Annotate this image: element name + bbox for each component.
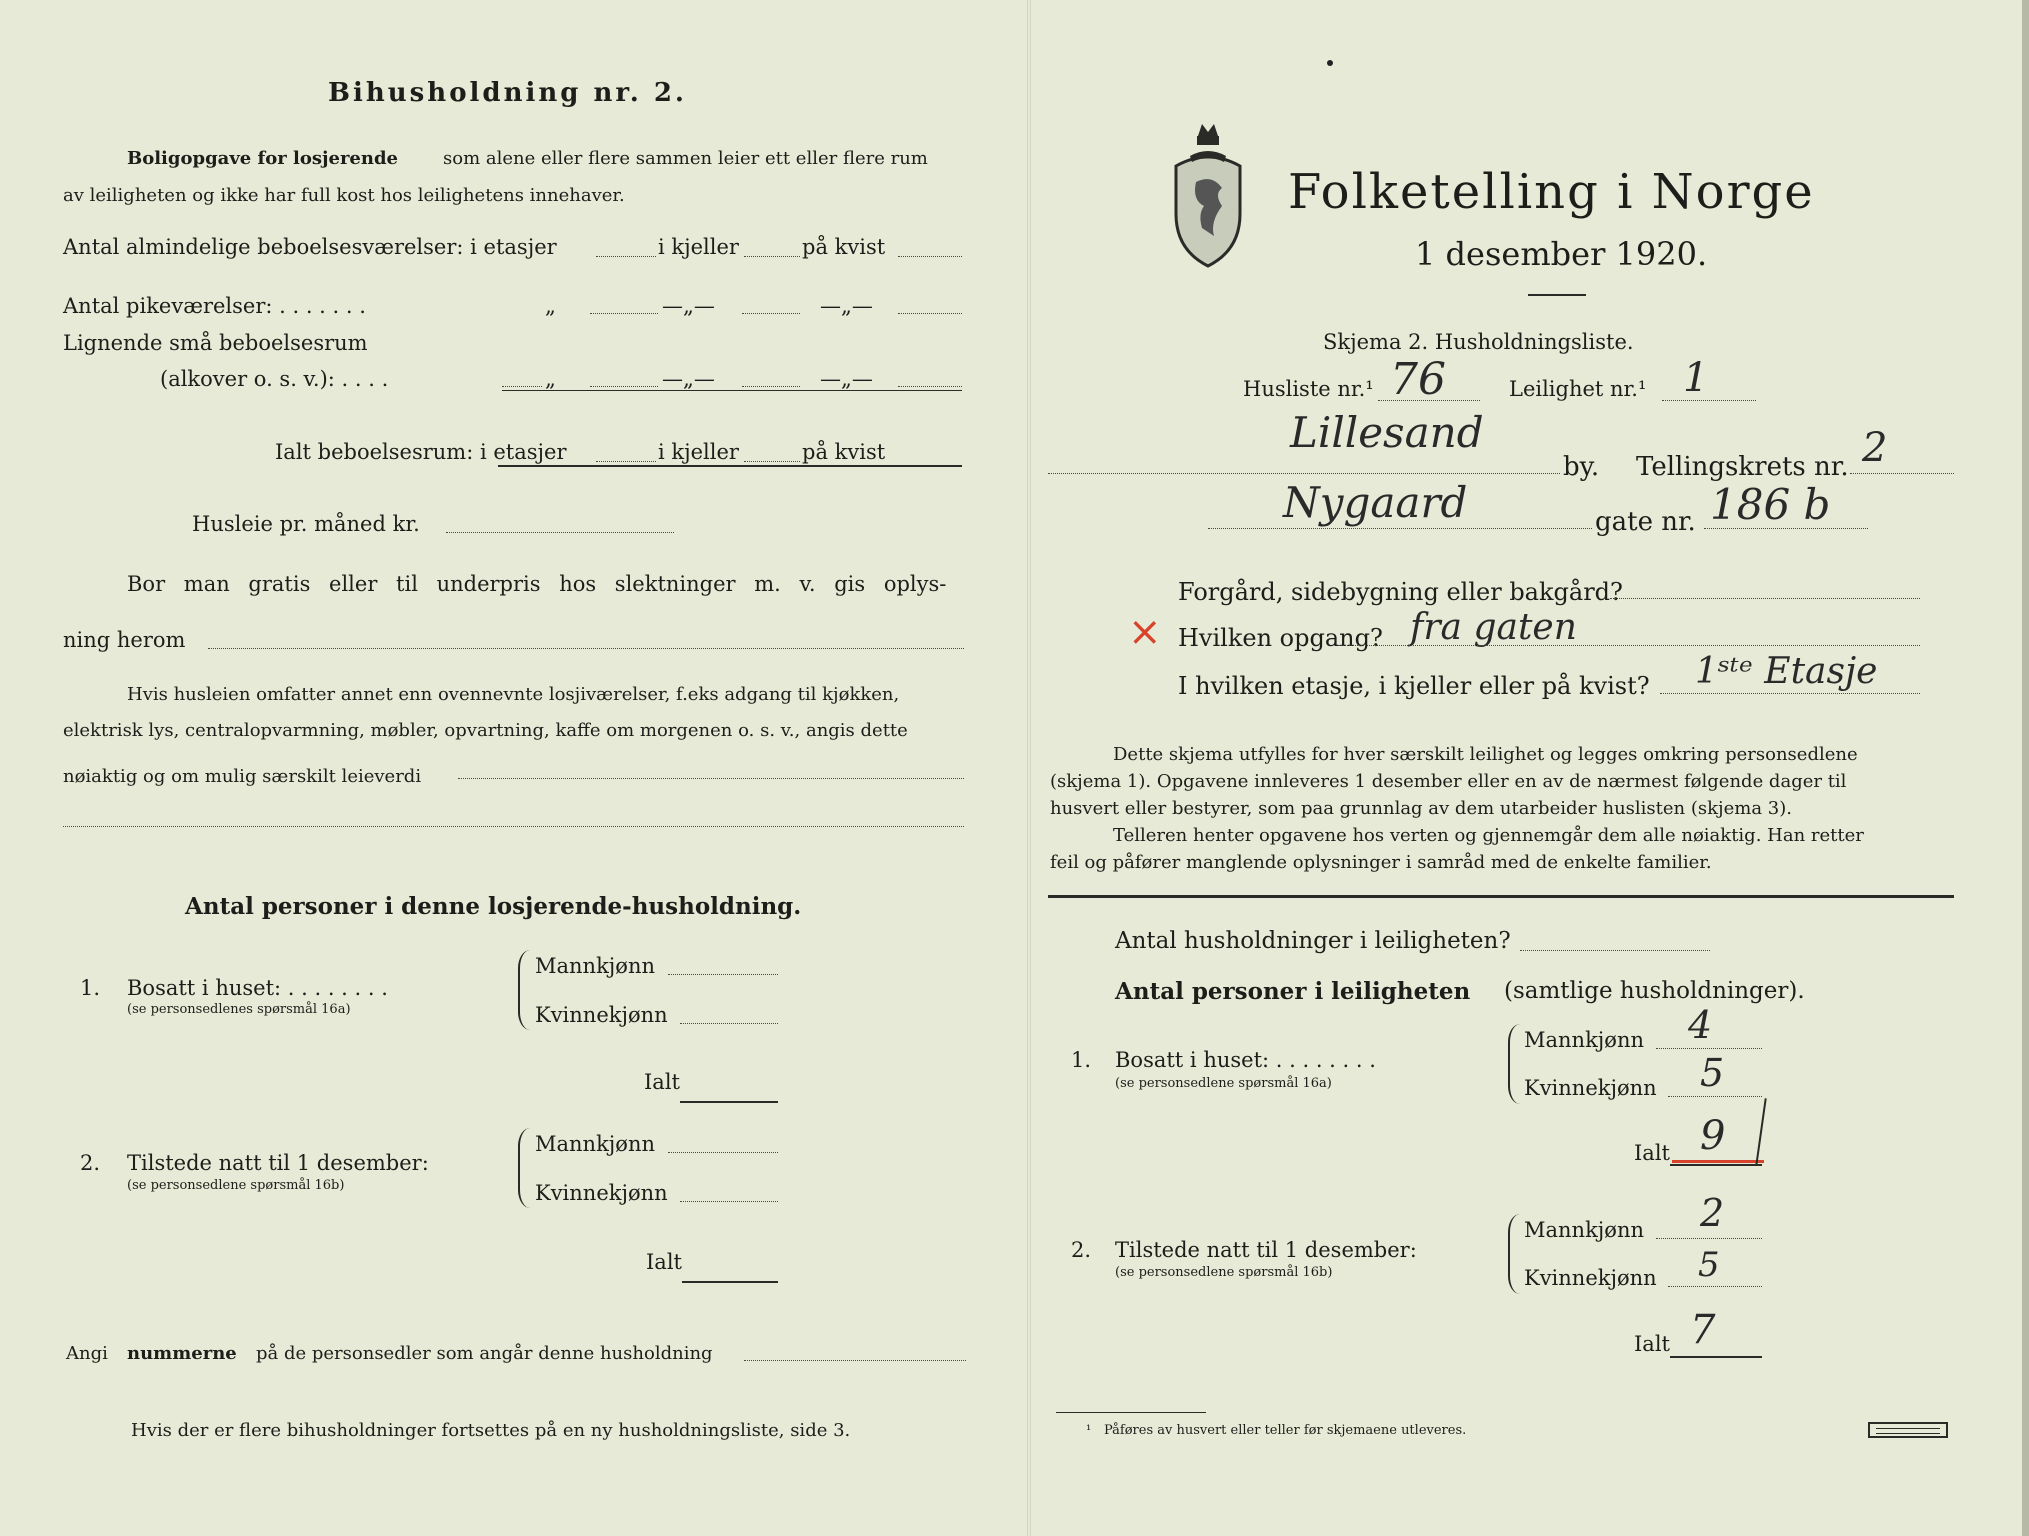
left-q1-mann-label: Mannkjønn: [535, 954, 656, 978]
right-q1-mann-value: 4: [1688, 1003, 1713, 1047]
alkover-ditto-3: —„—: [820, 367, 873, 391]
ialt-kjeller-line: [744, 461, 800, 462]
hvis-line2: elektrisk lys, centralopvarmning, møbler, opvartning, kaffe om morgenen o. s. v., angis dette: [63, 720, 908, 741]
left-q2-kvinne-line: [680, 1201, 778, 1202]
left-q1-mann-line: [668, 974, 778, 975]
ialt-rooms-rule: [498, 465, 962, 467]
rooms-kjeller-line: [744, 256, 800, 257]
husliste-value: 76: [1390, 354, 1446, 405]
etasje-value: 1ˢᵗᵉ Etasje: [1695, 651, 1878, 692]
pike-ditto-2: —„—: [662, 294, 715, 318]
by-line: [1048, 473, 1560, 474]
intro-rest: som alene eller flere sammen leier ett eller flere rum: [443, 148, 928, 169]
alkover-line-1: [590, 386, 658, 387]
right-q1-kvinne-value: 5: [1700, 1051, 1725, 1095]
intro-bold: Boligopgave for losjerende: [127, 148, 399, 169]
by-label: by.: [1563, 452, 1600, 482]
right-q1-mann-line: [1656, 1048, 1762, 1049]
right-q2-sub: (se personsedlene spørsmål 16b): [1115, 1265, 1333, 1280]
check-stroke: [1755, 1098, 1766, 1166]
footnote-mark: ¹: [1086, 1423, 1092, 1438]
alkover-rule: [502, 390, 962, 391]
bor-line1: Bor man gratis eller til underpris hos slektninger m. v. gis oplys-: [127, 572, 947, 596]
right-q2-brace: [1508, 1214, 1520, 1294]
ialt-kvist-label: på kvist: [802, 440, 886, 464]
tellingskrets-label: Tellingskrets nr.: [1636, 452, 1849, 482]
footnote: Påføres av husvert eller teller før skjemaene utleveres.: [1104, 1423, 1467, 1438]
husliste-label: Husliste nr.¹: [1243, 377, 1374, 401]
left-q2-sub: (se personsedlene spørsmål 16b): [127, 1178, 345, 1193]
right-q2-num: 2.: [1071, 1238, 1092, 1262]
alkover-ditto-1: „: [545, 367, 556, 391]
right-q2-label: Tilstede natt til 1 desember:: [1115, 1238, 1417, 1262]
hvis-line-b: [63, 826, 964, 827]
bor-line: [208, 648, 964, 649]
alkover-label: (alkover o. s. v.): . . . .: [160, 367, 389, 391]
leilighet-label: Leilighet nr.¹: [1509, 377, 1647, 401]
left-q2-kvinne-label: Kvinnekjønn: [535, 1181, 668, 1205]
right-title: Folketelling i Norge: [1288, 164, 1815, 220]
left-q1-num: 1.: [80, 976, 101, 1000]
right-q1-ialt-line: [1670, 1164, 1762, 1166]
right-q1-ialt-value: 9: [1700, 1113, 1726, 1159]
pike-ditto-1: „: [545, 294, 556, 318]
right-q1-kvinne-line: [1668, 1096, 1762, 1097]
right-q1-ialt-label: Ialt: [1634, 1141, 1670, 1165]
forgard-line: [1610, 598, 1920, 599]
antal-hush-line: [1520, 950, 1710, 951]
footnote-rule: [1056, 1412, 1206, 1413]
leilighet-line: [1662, 400, 1756, 401]
husliste-line: [1378, 400, 1480, 401]
left-q1-ialt-label: Ialt: [644, 1070, 680, 1094]
ink-dot: [1327, 60, 1333, 66]
lign-label: Lignende små beboelsesrum: [63, 331, 368, 355]
left-q1-kvinne-label: Kvinnekjønn: [535, 1003, 668, 1027]
gate-label: gate nr.: [1595, 507, 1696, 537]
center-fold: [1027, 0, 1031, 1536]
hvis-line-a: [458, 778, 964, 779]
left-q1-brace: [518, 950, 530, 1030]
rooms-label: Antal almindelige beboelsesværelser: i etasjer: [63, 235, 557, 259]
right-q2-mann-value: 2: [1700, 1191, 1725, 1235]
alkover-line-2: [742, 386, 800, 387]
right-q2-kvinne-label: Kvinnekjønn: [1524, 1266, 1657, 1290]
instr-5: feil og påfører manglende oplysninger i samråd med de enkelte familier.: [1050, 852, 1712, 873]
by-value: Lillesand: [1290, 408, 1484, 457]
opgang-line: [1338, 645, 1920, 646]
right-q2-ialt-label: Ialt: [1634, 1332, 1670, 1356]
left-q1-ialt-line: [680, 1101, 778, 1103]
schema-label: Skjema 2. Husholdningsliste.: [1323, 330, 1634, 354]
angi-bold: nummerne: [127, 1343, 237, 1364]
gate-nr-value: 186 b: [1710, 480, 1831, 529]
ialt-kjeller-label: i kjeller: [658, 440, 739, 464]
husleie-line: [446, 532, 674, 533]
alkover-line-0: [502, 386, 542, 387]
ialt-rooms-label: Ialt beboelsesrum: i etasjer: [275, 440, 567, 464]
instr-1: Dette skjema utfylles for hver særskilt leilighet og legges omkring personsedlene: [1113, 744, 1858, 765]
right-q2-ialt-value: 7: [1690, 1307, 1716, 1353]
right-q1-label: Bosatt i huset: . . . . . . . .: [1115, 1048, 1376, 1072]
printer-stamp: [1868, 1422, 1948, 1438]
left-q2-ialt-label: Ialt: [646, 1250, 682, 1274]
right-q2-kvinne-value: 5: [1698, 1245, 1720, 1285]
red-underline: [1672, 1160, 1764, 1163]
pike-line-2: [742, 313, 800, 314]
left-q1-label: Bosatt i huset: . . . . . . . .: [127, 976, 388, 1000]
title-rule: [1528, 294, 1586, 296]
opgang-value: fra gaten: [1410, 607, 1577, 648]
left-q1-kvinne-line: [680, 1023, 778, 1024]
bor-line2: ning herom: [63, 628, 186, 652]
rooms-kjeller-label: i kjeller: [658, 235, 739, 259]
pike-label: Antal pikeværelser: . . . . . . .: [63, 294, 366, 318]
instr-3: husvert eller bestyrer, som paa grunnlag av dem utarbeider huslisten (skjema 3).: [1050, 798, 1792, 819]
forgard-label: Forgård, sidebygning eller bakgård?: [1178, 578, 1623, 606]
gate-line: [1208, 528, 1592, 529]
pike-line-3: [898, 313, 962, 314]
left-q2-ialt-line: [682, 1281, 778, 1283]
antal-pers-rest: (samtlige husholdninger).: [1504, 978, 1805, 1004]
right-q2-kvinne-line: [1668, 1286, 1762, 1287]
pike-line-1: [590, 313, 658, 314]
left-q1-sub: (se personsedlenes spørsmål 16a): [127, 1002, 351, 1017]
right-q1-brace: [1508, 1024, 1520, 1104]
pike-ditto-3: —„—: [820, 294, 873, 318]
left-antal-heading: Antal personer i denne losjerende-husholdning.: [185, 893, 802, 920]
instr-rule: [1048, 895, 1954, 898]
alkover-ditto-2: —„—: [662, 367, 715, 391]
left-q2-num: 2.: [80, 1151, 101, 1175]
instr-2: (skjema 1). Opgavene innleveres 1 desember eller en av de nærmest følgende dager til: [1050, 771, 1847, 792]
angi-prefix: Angi: [66, 1343, 108, 1364]
antal-hush-label: Antal husholdninger i leiligheten?: [1115, 928, 1511, 954]
right-q2-mann-label: Mannkjønn: [1524, 1218, 1645, 1242]
right-q1-kvinne-label: Kvinnekjønn: [1524, 1076, 1657, 1100]
right-date: 1 desember 1920.: [1415, 235, 1708, 273]
rooms-kvist-label: på kvist: [802, 235, 886, 259]
left-q2-mann-label: Mannkjønn: [535, 1132, 656, 1156]
etasje-line: [1660, 693, 1920, 694]
hvis-line3: nøiaktig og om mulig særskilt leieverdi: [63, 766, 422, 787]
right-q1-num: 1.: [1071, 1048, 1092, 1072]
rooms-etasjer-line: [596, 256, 656, 257]
angi-line: [744, 1360, 966, 1361]
opgang-label: Hvilken opgang?: [1178, 624, 1383, 652]
rooms-kvist-line: [898, 256, 962, 257]
right-q1-sub: (se personsedlene spørsmål 16a): [1115, 1076, 1332, 1091]
angi-rest: på de personsedler som angår denne husholdning: [256, 1343, 713, 1364]
instr-4: Telleren henter opgavene hos verten og gjennemgår dem alle nøiaktig. Han retter: [1113, 825, 1864, 846]
left-q2-label: Tilstede natt til 1 desember:: [127, 1151, 429, 1175]
norwegian-coat-of-arms-icon: [1168, 122, 1248, 270]
paper-edge: [2022, 0, 2029, 1536]
hvis-line1: Hvis husleien omfatter annet enn ovennevnte losjiværelser, f.eks adgang til kjøkken,: [127, 684, 900, 705]
antal-pers-bold: Antal personer i leiligheten: [1115, 978, 1471, 1005]
tellingskrets-line: [1850, 473, 1954, 474]
etasje-label: I hvilken etasje, i kjeller eller på kvist?: [1178, 672, 1650, 700]
red-x-mark: ×: [1128, 609, 1162, 655]
right-q1-mann-label: Mannkjønn: [1524, 1028, 1645, 1052]
right-q2-mann-line: [1656, 1238, 1762, 1239]
husleie-label: Husleie pr. måned kr.: [192, 512, 420, 536]
right-q2-ialt-line: [1670, 1356, 1762, 1358]
ialt-etasjer-line: [596, 461, 656, 462]
left-title: Bihusholdning nr. 2.: [328, 78, 687, 108]
leilighet-value: 1: [1683, 355, 1709, 401]
alkover-line-3: [898, 386, 962, 387]
left-q2-mann-line: [668, 1152, 778, 1153]
left-q2-brace: [518, 1128, 530, 1208]
gate-nr-line: [1704, 528, 1868, 529]
gate-value: Nygaard: [1283, 478, 1468, 527]
tellingskrets-value: 2: [1862, 425, 1888, 471]
left-footer: Hvis der er flere bihusholdninger fortsettes på en ny husholdningsliste, side 3.: [131, 1420, 851, 1441]
intro-line2: av leiligheten og ikke har full kost hos leilighetens innehaver.: [63, 185, 625, 206]
